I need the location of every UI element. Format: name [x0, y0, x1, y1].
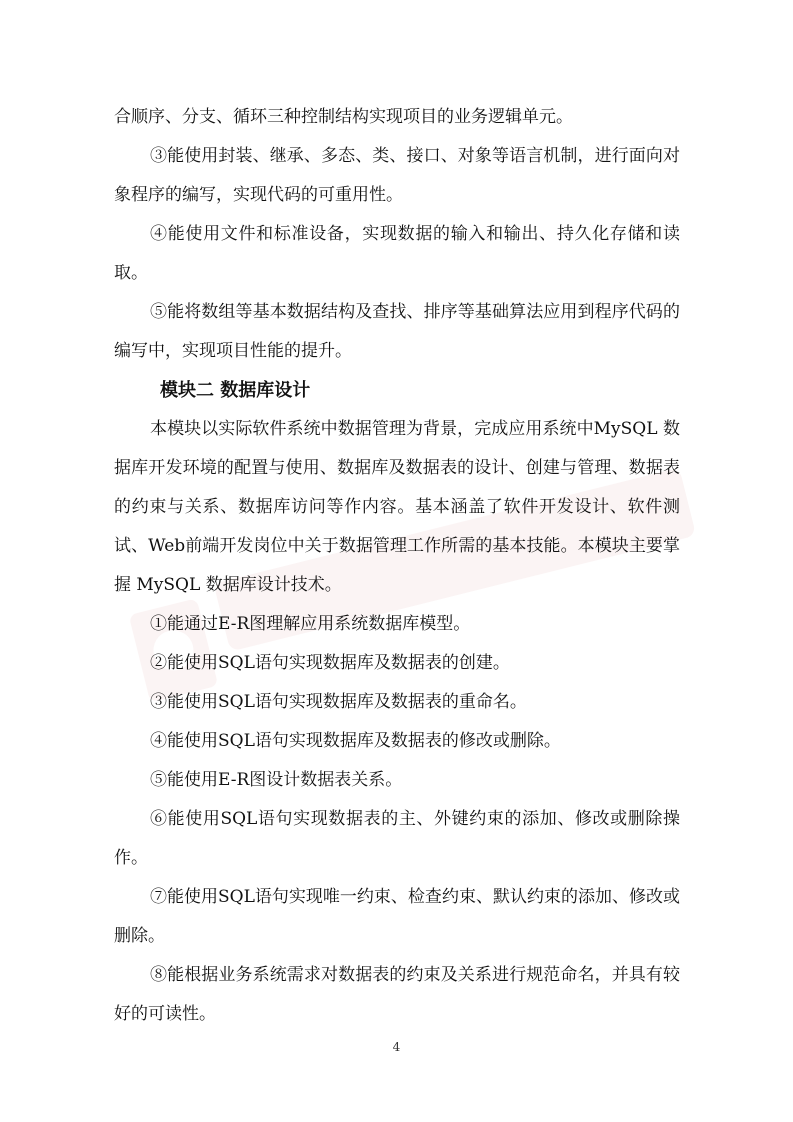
paragraph-item-5: ⑤能将数组等基本数据结构及查找、排序等基础算法应用到程序代码的编写中，实现项目性能的提升。 [114, 302, 680, 361]
section-item-6: ⑥能使用SQL语句实现数据表的主、外键约束的添加、修改或删除操作。 [114, 809, 680, 868]
section-heading: 模块二 数据库设计 [160, 380, 311, 401]
section-item-1: ①能通过E-R图理解应用系统数据库模型。 [150, 614, 471, 634]
section-item-3: ③能使用SQL语句实现数据库及数据表的重命名。 [150, 692, 527, 712]
section-item-8: ⑧能根据业务系统需求对数据表的约束及关系进行规范命名，并具有较好的可读性。 [114, 965, 680, 1024]
paragraph-item-3: ③能使用封装、继承、多态、类、接口、对象等语言机制，进行面向对象程序的编写，实现代码的可重用性。 [114, 146, 680, 205]
section-intro-paragraph: 本模块以实际软件系统中数据管理为背景，完成应用系统中MySQL 数据库开发环境的配置与使用、数据库及数据表的设计、创建与管理、数据表的约束与关系、数据库访问等作内容。基本涵盖了软件开发设计、软件测试、Web前端开发岗位中关于数据管理工作所需的基本技能。本模块主要掌握 MySQL 数据库设计技术。 [114, 419, 680, 595]
paragraph-item-4: ④能使用文件和标准设备，实现数据的输入和输出、持久化存储和读取。 [114, 224, 680, 283]
document-body [114, 98, 680, 1034]
section-item-4: ④能使用SQL语句实现数据库及数据表的修改或删除。 [150, 731, 561, 751]
section-item-2: ②能使用SQL语句实现数据库及数据表的创建。 [150, 653, 510, 673]
page-number: 4 [392, 1040, 401, 1054]
section-item-5: ⑤能使用E-R图设计数据表关系。 [150, 770, 403, 790]
section-item-7: ⑦能使用SQL语句实现唯一约束、检查约束、默认约束的添加、修改或删除。 [114, 887, 680, 946]
paragraph-continuation: 合顺序、分支、循环三种控制结构实现项目的业务逻辑单元。 [114, 107, 573, 127]
